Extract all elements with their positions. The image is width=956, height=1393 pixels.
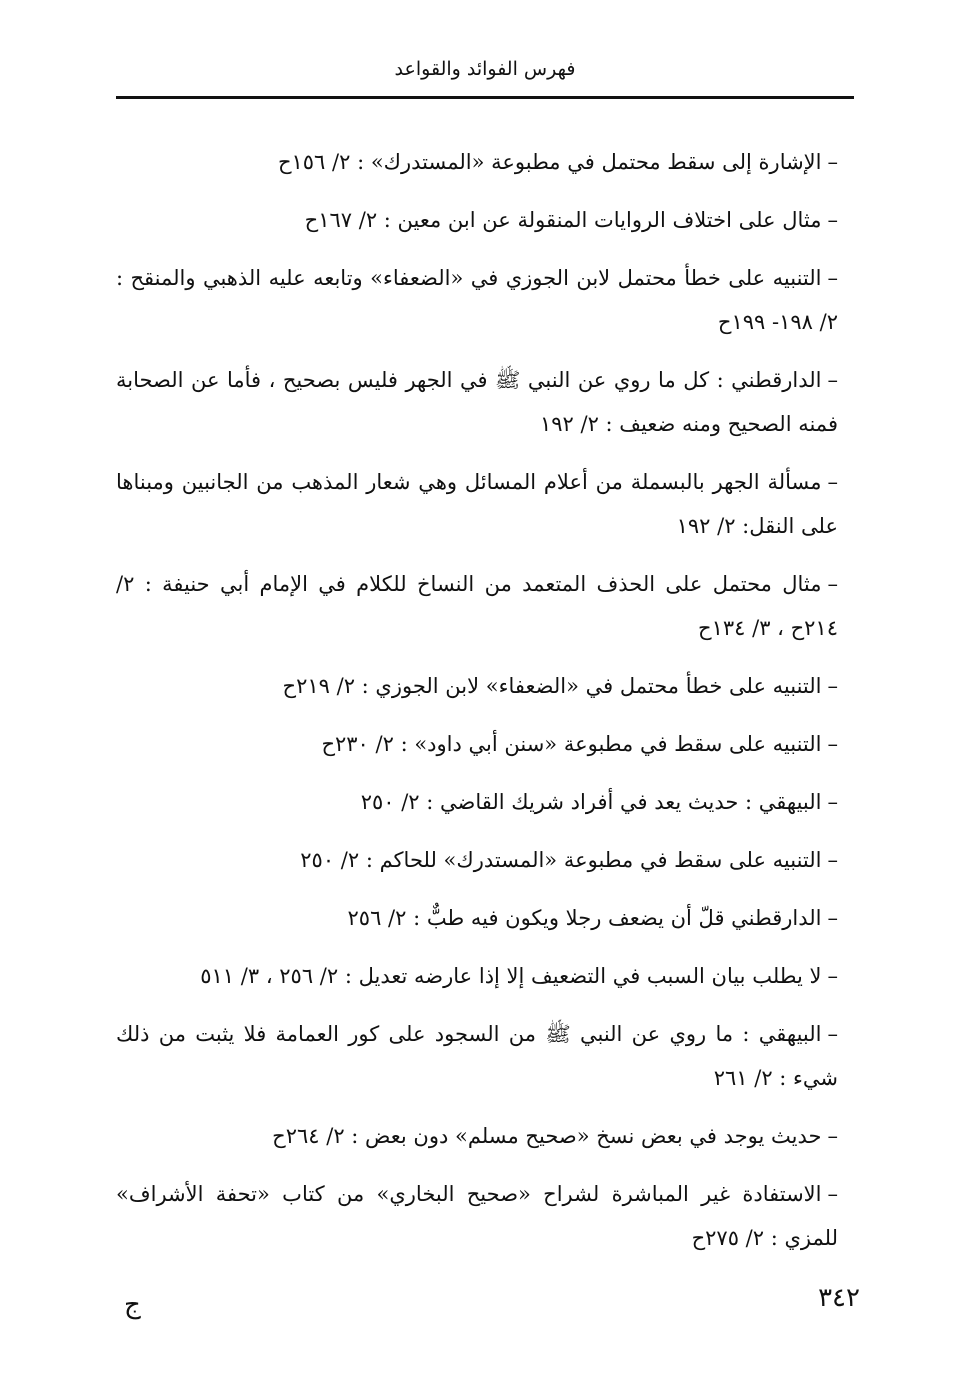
index-entry: –مثال على اختلاف الروايات المنقولة عن ابن معين : ٢/ ١٦٧ح — [304, 208, 838, 232]
index-entry: –مثال محتمل على الحذف المتعمد من النساخ للكلام في الإمام أبي حنيفة : ٢/ ٢١٤ح ، ٣/ ١٣٤ح — [116, 572, 838, 640]
index-entry: –التنبيه على خطأ محتمل لابن الجوزي في «الضعفاء» وتابعه عليه الذهبي والمنقح : ٢/ ١٩٨- ١٩٩ح — [116, 266, 838, 334]
index-entry: –الدارقطني قلّ أن يضعف رجلا ويكون فيه طبٌّ : ٢/ ٢٥٦ — [347, 906, 838, 930]
index-entry: –الاستفادة غير المباشرة لشراح «صحيح البخاري» من كتاب «تحفة الأشراف» للمزي : ٢/ ٢٧٥ح — [116, 1182, 838, 1250]
index-entry: –التنبيه على سقط في مطبوعة «سنن أبي داود» : ٢/ ٢٣٠ح — [321, 732, 838, 756]
index-entry: –الإشارة إلى سقط محتمل في مطبوعة «المستدرك» : ٢/ ١٥٦ح — [277, 150, 838, 174]
index-entry: –الدارقطني : كل ما روي عن النبي ﷺ في الجهر فليس بصحيح ، فأما عن الصحابة فمنه الصحيح ومنه ضعيف : ٢/ ١٩٢ — [116, 368, 838, 436]
page-number: ٣٤٢ — [818, 1283, 860, 1313]
index-entry: –البيهقي : حديث يعد في أفراد شريك القاضي : ٢/ ٢٥٠ — [360, 790, 838, 814]
header-rule — [116, 96, 854, 99]
index-entry: –حديث يوجد في بعض نسخ «صحيح مسلم» دون بعض : ٢/ ٢٦٤ح — [272, 1124, 838, 1148]
index-entry: –التنبيه على سقط في مطبوعة «المستدرك» للحاكم : ٢/ ٢٥٠ — [300, 848, 838, 872]
index-entries — [116, 140, 838, 1274]
index-entry: –البيهقي : ما روي عن النبي ﷺ من السجود على كور العمامة فلا يثبت من ذلك شيء : ٢/ ٢٦١ — [116, 1022, 838, 1090]
running-header: فهرس الفوائد والقواعد — [394, 58, 576, 80]
index-entry: –مسألة الجهر بالبسملة من أعلام المسائل وهي شعار المذهب من الجانبين ومبناها على النقل: ٢/ ١٩٢ — [116, 470, 838, 538]
index-entry: –التنبيه على خطأ محتمل في «الضعفاء» لابن الجوزي : ٢/ ٢١٩ح — [282, 674, 838, 698]
signature-mark: ج — [124, 1290, 141, 1320]
index-entry: –لا يطلب بيان السبب في التضعيف إلا إذا عارضه تعديل : ٢/ ٢٥٦ ، ٣/ ٥١١ — [200, 964, 838, 988]
